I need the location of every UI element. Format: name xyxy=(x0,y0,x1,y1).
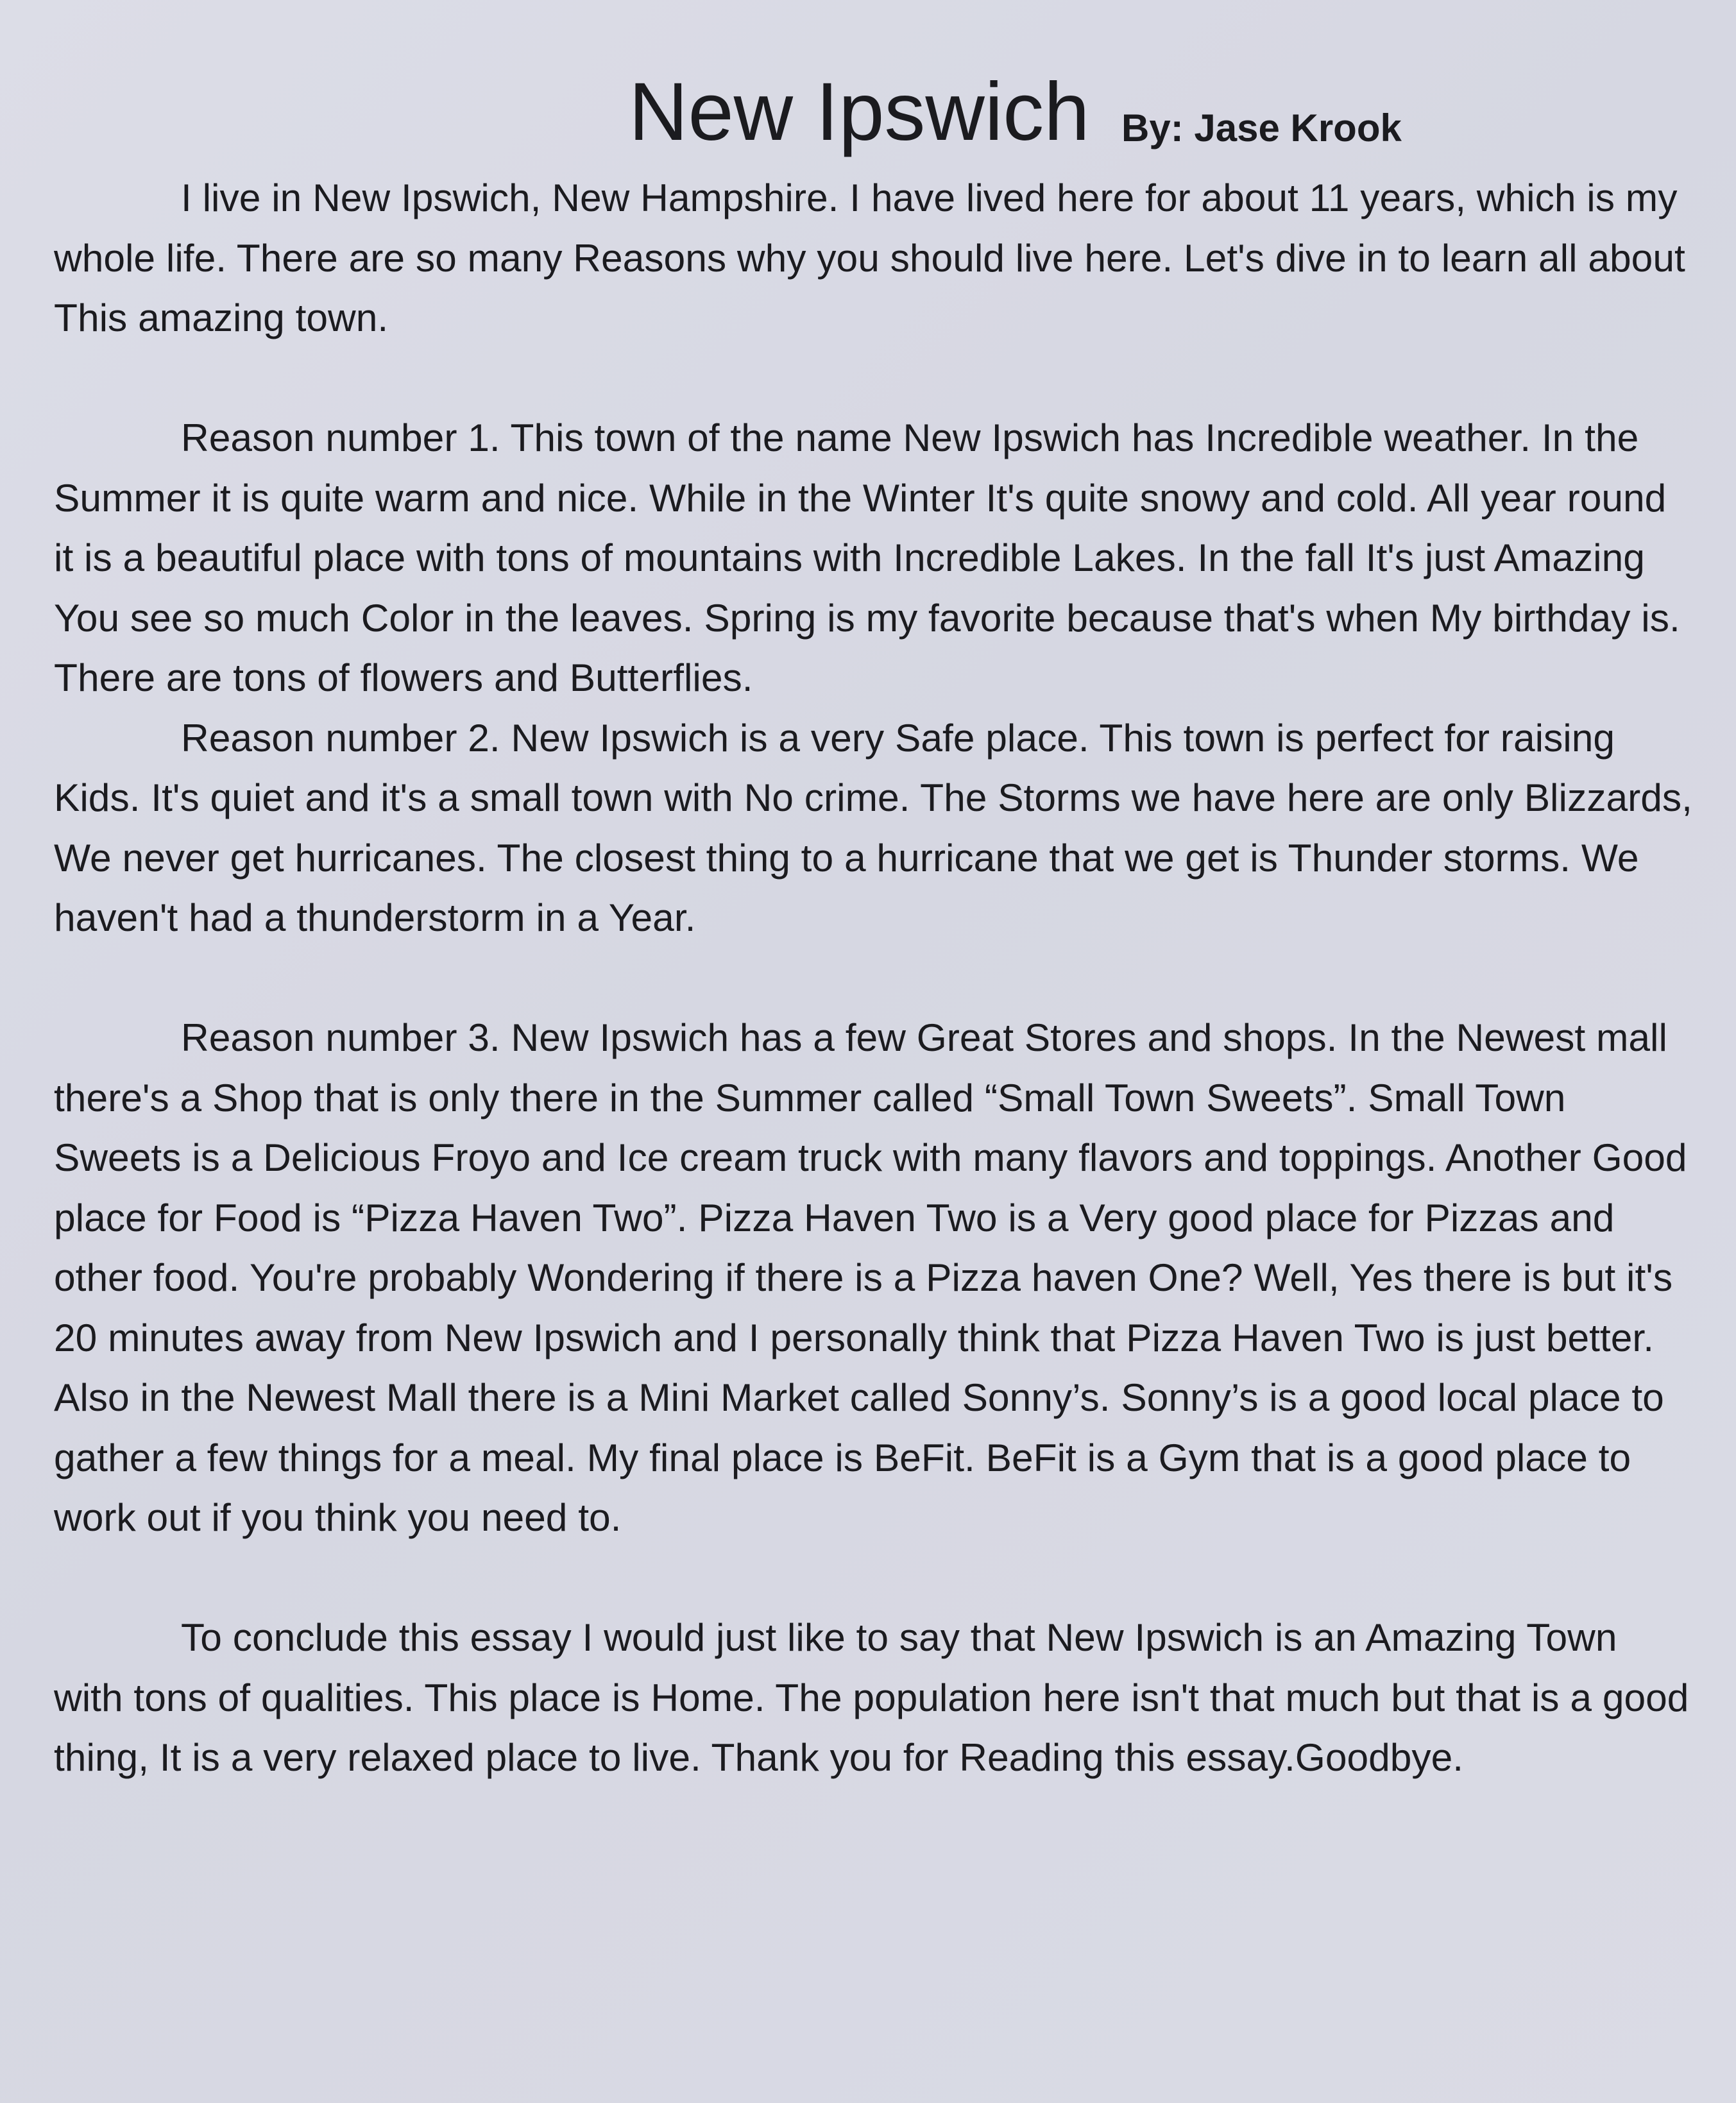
conclusion-paragraph: To conclude this essay I would just like to say that New Ipswich is an Amazing Town with tons of qualities. This place is Home. The population here isn't that much but that is a good thing, It is a very relaxed place to live. Thank you for Reading this essay.Goodbye. xyxy=(54,1615,1689,1779)
title-row xyxy=(0,64,1736,167)
reason-3-paragraph: Reason number 3. New Ipswich has a few Great Stores and shops. In the Newest mall there's a Shop that is only there in the Summer called “Small Town Sweets”. Small Town Sweets is a Delicious Froyo and Ice cream truck with many flavors and toppings. Another Good place for Food is “Pizza Haven Two”. Pizza Haven Two is a Very good place for Pizzas and other food. You're probably Wondering if there is a Pizza haven One? Well, Yes there is but it's 20 minutes away from New Ipswich and I personally think that Pizza Haven Two is just better. Also in the Newest Mall there is a Mini Market called Sonny’s. Sonny’s is a good local place to gather a few things for a meal. My final place is BeFit. BeFit is a Gym that is a good place to work out if you think you need to. xyxy=(54,1016,1687,1539)
reason-2-paragraph: Reason number 2. New Ipswich is a very Safe place. This town is perfect for raising Kids. It's quiet and it's a small town with No crime. The Storms we have here are only Blizzards, We never get hurricanes. The closest thing to a hurricane that we get is Thunder storms. We haven't had a thunderstorm in a Year. xyxy=(54,715,1692,939)
reason-1-paragraph: Reason number 1. This town of the name New Ipswich has Incredible weather. In the Summer it is quite warm and nice. While in the Winter It's quite snowy and cold. All year round it is a beautiful place with tons of mountains with Incredible Lakes. In the fall It's just Amazing You see so much Color in the leaves. Spring is my favorite because that's when My birthday is. There are tons of flowers and Butterflies. xyxy=(54,416,1680,699)
author-byline: By: Jase Krook xyxy=(1121,106,1402,149)
essay-body xyxy=(54,168,1696,1788)
intro-paragraph: I live in New Ipswich, New Hampshire. I have lived here for about 11 years, which is my whole life. There are so many Reasons why you should live here. Let's dive in to learn all about This amazing town. xyxy=(54,176,1685,339)
essay-title: New Ipswich xyxy=(629,66,1090,158)
